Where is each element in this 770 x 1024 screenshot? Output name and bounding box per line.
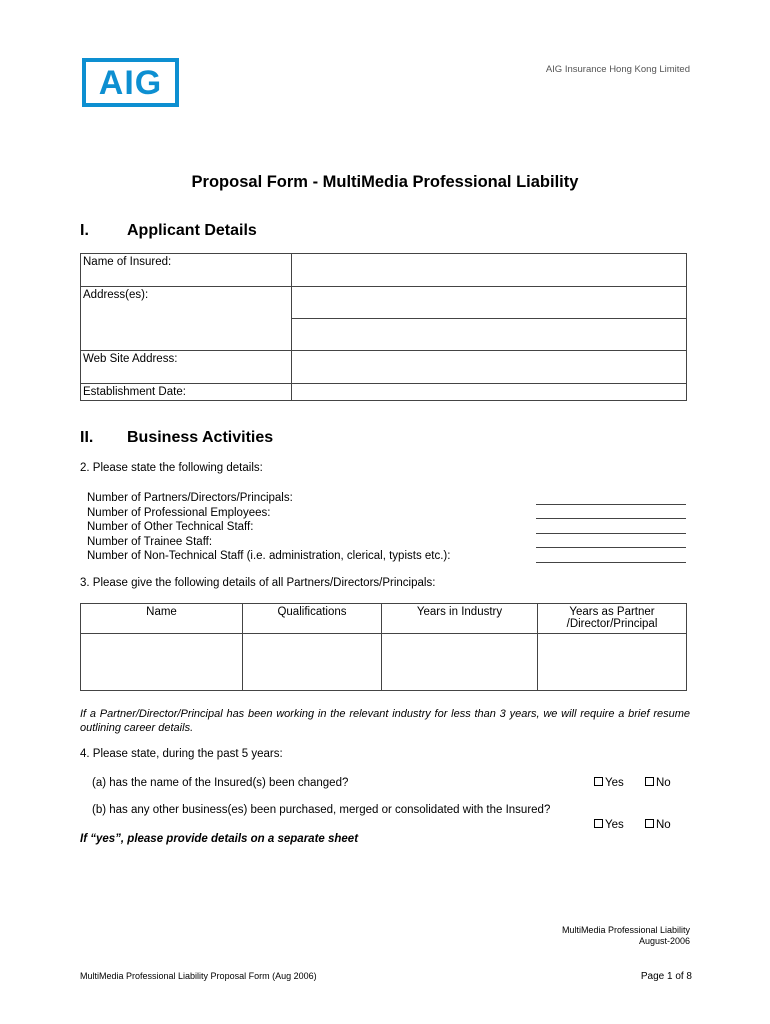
address-field-1[interactable]: [292, 287, 687, 319]
question-3-prompt: 3. Please give the following details of all Partners/Directors/Principals:: [80, 577, 436, 589]
col-header-qualifications: Qualifications: [243, 604, 382, 634]
form-title: Proposal Form - MultiMedia Professional Liability: [191, 173, 579, 191]
footer-form-name: MultiMedia Professional Liability Proposal Form (Aug 2006): [80, 971, 317, 981]
q4a-no-label: No: [656, 777, 671, 789]
staff-item-partners: Number of Partners/Directors/Principals:: [87, 492, 293, 504]
staff-item-trainee: Number of Trainee Staff:: [87, 535, 213, 548]
non-technical-count-field[interactable]: [536, 562, 686, 563]
technical-count-field[interactable]: [536, 533, 686, 534]
footer-product: MultiMedia Professional Liability: [561, 925, 690, 935]
col-header-years-partner: Years as Partner /Director/Principal: [538, 604, 687, 634]
question-4-prompt: 4. Please state, during the past 5 years:: [80, 748, 283, 760]
logo-text: AIG: [98, 63, 163, 102]
section-2-number: II.: [80, 429, 94, 446]
q4b-yes-label: Yes: [605, 819, 624, 831]
staff-item-non-technical: Number of Non-Technical Staff (i.e. administration, clerical, typists etc.):: [87, 550, 451, 562]
q4a-no-option[interactable]: [645, 777, 671, 789]
partner-name-cell[interactable]: [81, 634, 243, 691]
resume-note: If a Partner/Director/Principal has been working in the relevant industry for less than 3 years, we will require a brief resume outlining career details.: [80, 708, 690, 734]
name-of-insured-field[interactable]: [292, 254, 687, 287]
q4b-yes-checkbox[interactable]: [594, 819, 603, 828]
q4a-no-checkbox[interactable]: [645, 777, 654, 786]
staff-item-professional: Number of Professional Employees:: [87, 506, 271, 519]
footer-product-block: [562, 925, 690, 947]
q4a-yes-checkbox[interactable]: [594, 777, 603, 786]
establishment-date-field[interactable]: [292, 384, 687, 401]
website-label: Web Site Address:: [81, 351, 292, 384]
question-2-prompt: 2. Please state the following details:: [80, 462, 263, 474]
section-1-number: I.: [80, 222, 89, 239]
staff-item-technical: Number of Other Technical Staff:: [87, 521, 254, 533]
name-of-insured-label: Name of Insured:: [81, 254, 292, 287]
q4b-no-label: No: [656, 819, 671, 831]
professional-count-field[interactable]: [536, 518, 686, 519]
q4b-no-checkbox[interactable]: [645, 819, 654, 828]
section-2-title: Business Activities: [127, 429, 274, 446]
trainee-count-field[interactable]: [536, 547, 686, 548]
partner-qualifications-cell[interactable]: [243, 634, 382, 691]
company-name: AIG Insurance Hong Kong Limited: [545, 64, 690, 75]
address-label: Address(es):: [81, 287, 292, 351]
applicant-details-table: [80, 253, 687, 401]
establishment-date-label: Establishment Date:: [81, 384, 292, 401]
partner-years-industry-cell[interactable]: [382, 634, 538, 691]
partners-table: [80, 603, 687, 691]
q4a-yes-option[interactable]: [594, 777, 624, 789]
section-1-title: Applicant Details: [127, 222, 257, 239]
q4a-yes-label: Yes: [605, 777, 624, 789]
question-4a-text: (a) has the name of the Insured(s) been changed?: [92, 777, 349, 789]
website-field[interactable]: [292, 351, 687, 384]
col-header-years-industry: Years in Industry: [382, 604, 538, 634]
question-4b-text: (b) has any other business(es) been purchased, merged or consolidated with the Insured?: [92, 804, 551, 816]
aig-logo: [82, 58, 179, 107]
q4b-no-option[interactable]: [645, 819, 671, 831]
partner-years-partner-cell[interactable]: [538, 634, 687, 691]
col-header-name: Name: [81, 604, 243, 634]
footer-date: August-2006: [638, 936, 690, 946]
partners-count-field[interactable]: [536, 504, 686, 505]
yes-followup-note: If “yes”, please provide details on a separate sheet: [80, 833, 359, 845]
footer-page-number: Page 1 of 8: [640, 971, 692, 982]
address-field-2[interactable]: [292, 319, 687, 351]
q4b-yes-option[interactable]: [594, 819, 624, 831]
staff-count-list: [87, 491, 450, 564]
